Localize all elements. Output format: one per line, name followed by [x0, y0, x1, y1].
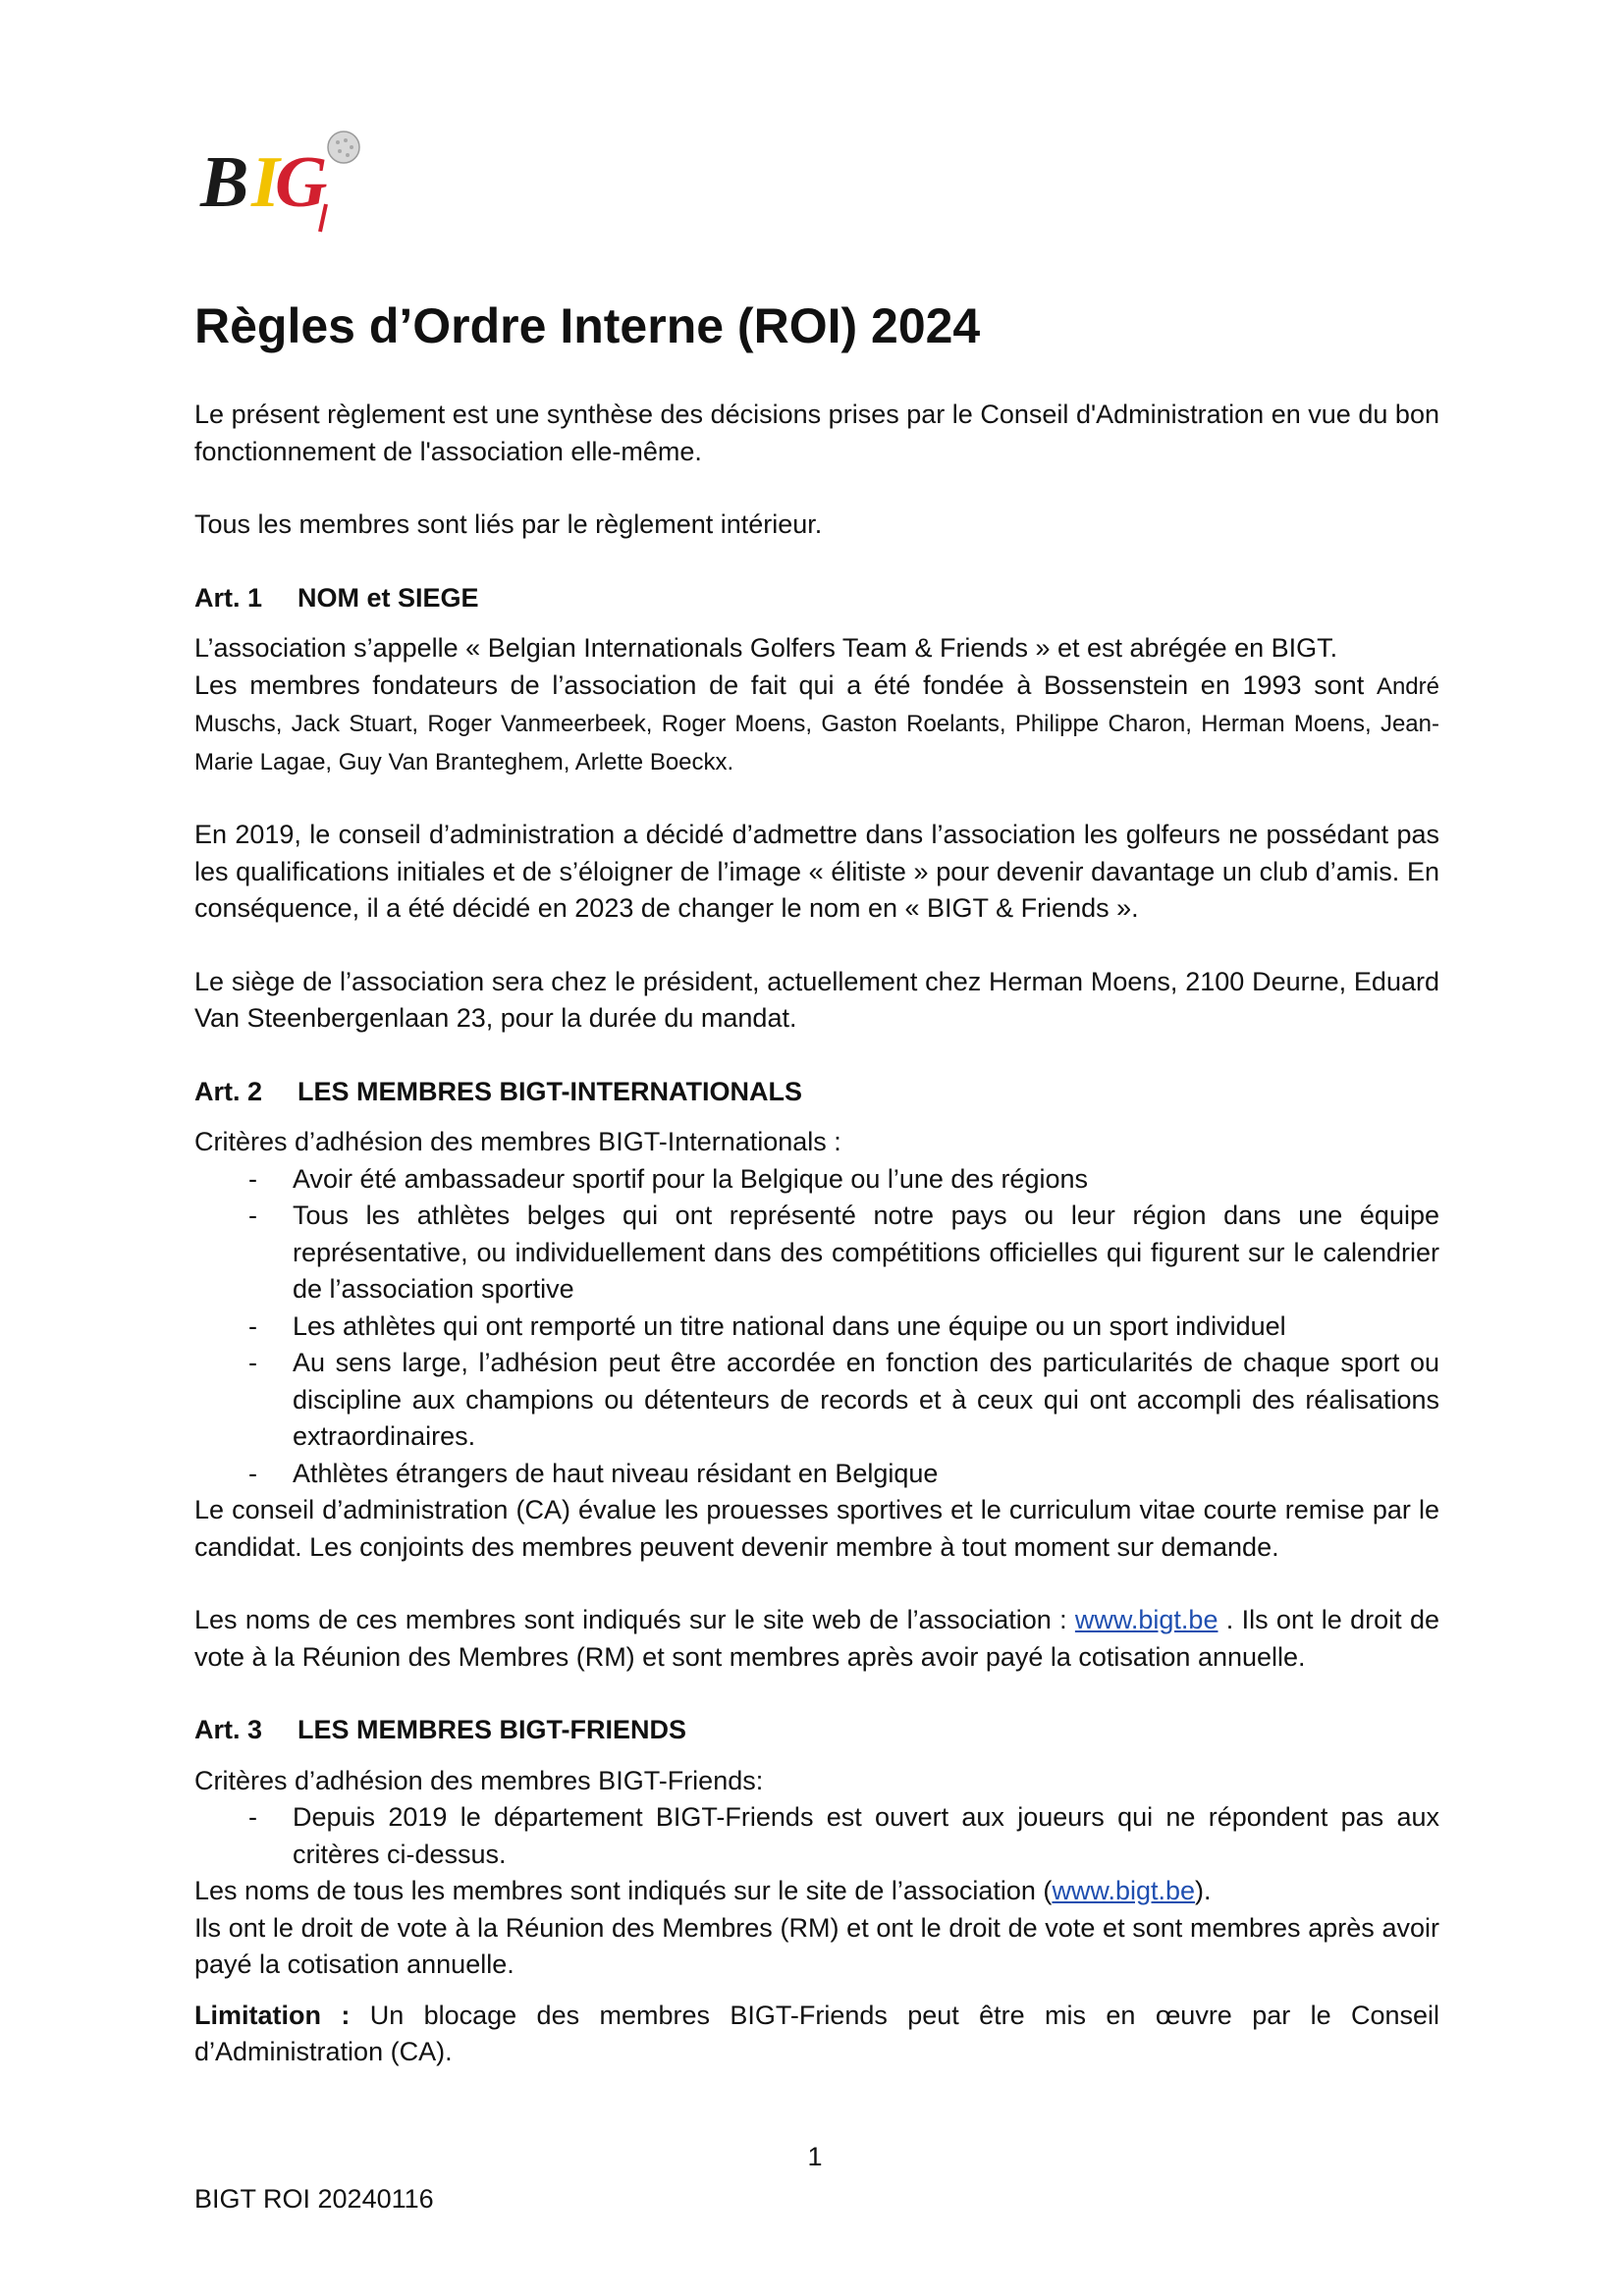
article-3-heading	[194, 1712, 1439, 1749]
article-2-title: LES MEMBRES BIGT-INTERNATIONALS	[298, 1076, 803, 1106]
article-1-paragraph-3: En 2019, le conseil d’administration a décidé d’admettre dans l’association les golfeurs ne possédant pas les qualifications initiales et de s’éloigner de l’image « élitiste » pour devenir davantage un club d’amis. En conséquence, il a été décidé en 2023 de changer le nom en « BIGT & Friends ».	[194, 820, 1439, 923]
intro-paragraph-1: Le présent règlement est une synthèse des décisions prises par le Conseil d'Administration en vue du bon fonctionnement de l'association elle-même.	[194, 400, 1439, 466]
article-2-number: Art. 2	[194, 1076, 263, 1106]
article-3-criteria-intro: Critères d’adhésion des membres BIGT-Friends:	[194, 1765, 764, 1795]
golf-ball-icon	[328, 132, 359, 163]
article-1-paragraph-1: L’association s’appelle « Belgian Internationals Golfers Team & Friends » et est abrégée en BIGT.	[194, 633, 1338, 663]
list-item: - Tous les athlètes belges qui ont représenté notre pays ou leur région dans une équipe représentative, ou individuellement dans des compétitions officielles qui figurent sur le calendrier de l’association sportive	[194, 1198, 1439, 1308]
article-2-heading	[194, 1074, 1439, 1111]
article-3-limitation: Limitation : Un blocage des membres BIGT-Friends peut être mis en œuvre par le Conseil d’Administration (CA).	[194, 2000, 1440, 2066]
article-3-title: LES MEMBRES BIGT-FRIENDS	[298, 1715, 687, 1744]
intro-paragraph-2: Tous les membres sont liés par le règlement intérieur.	[194, 509, 823, 539]
list-item: - Au sens large, l’adhésion peut être accordée en fonction des particularités de chaque sport ou discipline aux champions ou détenteurs de records et à ceux qui ont accompli des réalisations extraordinaires.	[194, 1345, 1439, 1456]
article-1-number: Art. 1	[194, 582, 263, 613]
founders-names: André Muschs, Jack Stuart, Roger Vanmeerbeek, Roger Moens, Gaston Roelants, Philippe Charon, Herman Moens, Jean-Marie Lagae, Guy Van Branteghem, Arlette Boeckx.	[194, 672, 1439, 775]
page-number: 1	[807, 2142, 823, 2171]
document-content	[194, 294, 1439, 2071]
article-2-criteria-intro: Critères d’adhésion des membres BIGT-Internationals :	[194, 1127, 841, 1156]
article-1-title: NOM et SIEGE	[298, 582, 479, 613]
article-3-number: Art. 3	[194, 1715, 263, 1744]
bigt-website-link-2[interactable]: www.bigt.be	[1052, 1876, 1196, 1905]
list-item: - Depuis 2019 le département BIGT-Friends est ouvert aux joueurs qui ne répondent pas aux critères ci-dessus.	[194, 1799, 1439, 1873]
article-1-heading	[194, 580, 1439, 617]
article-2-criteria-list	[194, 1161, 1439, 1493]
logo-letter-i: I	[251, 142, 280, 223]
page-title: Règles d’Ordre Interne (ROI) 2024	[194, 298, 981, 353]
logo-letter-g: G	[275, 142, 328, 223]
article-2-ca-paragraph: Le conseil d’administration (CA) évalue les prouesses sportives et le curriculum vitae courte remise par le candidat. Les conjoints des membres peuvent devenir membre à tout moment sur demande.	[194, 1495, 1439, 1562]
limitation-label: Limitation :	[194, 2000, 351, 2030]
article-1-paragraph-2: Les membres fondateurs de l’association de fait qui a été fondée à Bossenstein en 1993 sont André Muschs, Jack Stuart, Roger Vanmeerbeek, Roger Moens, Gaston Roelants, Philippe Charon, Herman Moens, Jean-Marie Lagae, Guy Van Branteghem, Arlette Boeckx.	[194, 669, 1439, 775]
logo-letter-b: B	[200, 142, 249, 223]
article-3-vote-paragraph: Ils ont le droit de vote à la Réunion des Membres (RM) et ont le droit de vote et sont membres après avoir payé la cotisation annuelle.	[194, 1912, 1439, 1979]
list-item: - Les athlètes qui ont remporté un titre national dans une équipe ou un sport individuel	[194, 1308, 1439, 1346]
article-2-names-paragraph: Les noms de ces membres sont indiqués sur le site web de l’association : www.bigt.be . Ils ont le droit de vote à la Réunion des Membres (RM) et sont membres après avoir payé la cotisation annuelle.	[194, 1605, 1439, 1672]
bigt-website-link[interactable]: www.bigt.be	[1074, 1605, 1218, 1634]
article-3-criteria-list	[194, 1799, 1439, 1873]
article-3-names-paragraph: Les noms de tous les membres sont indiqués sur le site de l’association (www.bigt.be).	[194, 1876, 1212, 1905]
article-1-paragraph-4: Le siège de l’association sera chez le président, actuellement chez Herman Moens, 2100 Deurne, Eduard Van Steenbergenlaan 23, pour la durée du mandat.	[194, 966, 1439, 1033]
list-item: - Avoir été ambassadeur sportif pour la Belgique ou l’une des régions	[194, 1161, 1439, 1199]
list-item: - Athlètes étrangers de haut niveau résidant en Belgique	[194, 1456, 1439, 1493]
bigt-logo	[196, 126, 373, 234]
footer-reference: BIGT ROI 20240116	[194, 2184, 434, 2214]
